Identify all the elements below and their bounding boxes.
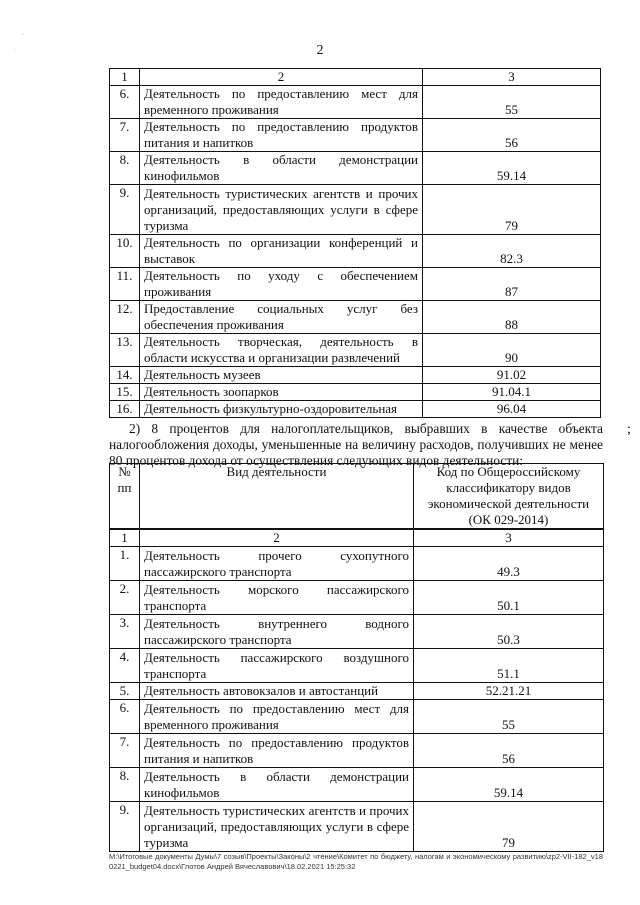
row-number: 12. <box>110 301 140 334</box>
activity-code: 88 <box>423 301 601 334</box>
column-number-3: 3 <box>423 69 601 86</box>
activity-code: 90 <box>423 334 601 367</box>
row-number: 1. <box>110 547 140 581</box>
activities-table-2 <box>109 529 604 852</box>
activity-name: Деятельность пассажирского воздушного транспорта <box>140 649 414 683</box>
table-row <box>110 615 604 649</box>
activity-code: 59.14 <box>423 152 601 185</box>
activity-code: 91.02 <box>423 367 601 384</box>
activity-name: Деятельность внутреннего водного пассажирского транспорта <box>140 615 414 649</box>
table-row <box>110 152 601 185</box>
list-semicolon: ; <box>627 422 631 437</box>
activity-name: Деятельность в области демонстрации кинофильмов <box>140 152 423 185</box>
activity-name: Деятельность по предоставлению продуктов питания и напитков <box>140 119 423 152</box>
table-row <box>110 367 601 384</box>
table-row <box>110 384 601 401</box>
row-number: 2. <box>110 581 140 615</box>
table-row <box>110 802 604 852</box>
row-number: 4. <box>110 649 140 683</box>
activities-table-continued <box>109 68 601 418</box>
column-heading-activity: Вид деятельности <box>140 464 414 529</box>
table-heading-row <box>110 464 604 529</box>
activity-name: Деятельность туристических агентств и прочих организаций, предоставляющих услуги в сфере туризма <box>140 802 414 852</box>
activity-code: 50.1 <box>414 581 604 615</box>
activity-code: 52.21.21 <box>414 683 604 700</box>
margin-mark: , <box>22 30 24 36</box>
row-number: 5. <box>110 683 140 700</box>
activity-code: 51.1 <box>414 649 604 683</box>
activity-code: 79 <box>414 802 604 852</box>
page-number: 2 <box>316 43 324 58</box>
table-row <box>110 547 604 581</box>
row-number: 7. <box>110 119 140 152</box>
table-row <box>110 683 604 700</box>
activity-code: 82.3 <box>423 235 601 268</box>
paragraph-item-2: 2) 8 процентов для налогоплательщиков, выбравших в качестве объекта налогообложения доходы, уменьшенные на величину расходов, получивших не менее 80 процентов дохода от осуществления следующих видов деятельности: <box>109 421 603 468</box>
activity-name: Деятельность морского пассажирского транспорта <box>140 581 414 615</box>
row-number: 8. <box>110 152 140 185</box>
table-row <box>110 86 601 119</box>
column-heading-number: № пп <box>110 464 140 529</box>
row-number: 14. <box>110 367 140 384</box>
activity-name: Деятельность по предоставлению мест для временного проживания <box>140 86 423 119</box>
row-number: 6. <box>110 700 140 734</box>
row-number: 13. <box>110 334 140 367</box>
table-row <box>110 268 601 301</box>
activity-name: Деятельность туристических агентств и прочих организаций, предоставляющих услуги в сфере туризма <box>140 185 423 235</box>
column-number-2: 2 <box>140 530 414 547</box>
activity-code: 87 <box>423 268 601 301</box>
activity-code: 96.04 <box>423 401 601 418</box>
row-number: 9. <box>110 802 140 852</box>
activity-name: Деятельность по уходу с обеспечением проживания <box>140 268 423 301</box>
row-number: 15. <box>110 384 140 401</box>
activity-code: 50.3 <box>414 615 604 649</box>
column-number-3: 3 <box>414 530 604 547</box>
activity-name: Деятельность музеев <box>140 367 423 384</box>
row-number: 9. <box>110 185 140 235</box>
table-row <box>110 185 601 235</box>
table-row <box>110 649 604 683</box>
activity-name: Деятельность зоопарков <box>140 384 423 401</box>
activity-code: 49.3 <box>414 547 604 581</box>
table-row <box>110 119 601 152</box>
column-number-1: 1 <box>110 530 140 547</box>
table-row <box>110 768 604 802</box>
table-header-row <box>110 69 601 86</box>
activity-code: 55 <box>423 86 601 119</box>
activity-code: 79 <box>423 185 601 235</box>
activity-name: Деятельность в области демонстрации кинофильмов <box>140 768 414 802</box>
activity-name: Деятельность автовокзалов и автостанций <box>140 683 414 700</box>
table-header-block <box>109 463 604 529</box>
document-path-footer: M:\Итоговые документы Думы\7 созыв\Проекты\Законы\2 чтение\Комитет по бюджету, налогам и экономическому развитию\zp2-VII-182_v180221_budget04.docx\Глотов Андрей Вячеславович\18.02.2021 15:25:32 <box>109 852 603 871</box>
row-number: 11. <box>110 268 140 301</box>
margin-mark: . <box>14 46 16 52</box>
row-number: 3. <box>110 615 140 649</box>
activity-code: 56 <box>423 119 601 152</box>
table-header-row <box>110 530 604 547</box>
row-number: 10. <box>110 235 140 268</box>
row-number: 6. <box>110 86 140 119</box>
table-row <box>110 301 601 334</box>
table-row <box>110 235 601 268</box>
activity-code: 56 <box>414 734 604 768</box>
activity-name: Деятельность прочего сухопутного пассажирского транспорта <box>140 547 414 581</box>
row-number: 8. <box>110 768 140 802</box>
row-number: 16. <box>110 401 140 418</box>
activity-name: Предоставление социальных услуг без обеспечения проживания <box>140 301 423 334</box>
activity-name: Деятельность по организации конференций и выставок <box>140 235 423 268</box>
column-number-1: 1 <box>110 69 140 86</box>
table-row <box>110 700 604 734</box>
column-heading-code: Код по Общероссийскому классификатору видов экономической деятельности (ОК 029-2014) <box>414 464 604 529</box>
activity-code: 55 <box>414 700 604 734</box>
column-number-2: 2 <box>140 69 423 86</box>
activity-code: 91.04.1 <box>423 384 601 401</box>
table-row <box>110 401 601 418</box>
table-row <box>110 334 601 367</box>
activity-code: 59.14 <box>414 768 604 802</box>
activity-name: Деятельность творческая, деятельность в области искусства и организации развлечений <box>140 334 423 367</box>
activity-name: Деятельность по предоставлению продуктов питания и напитков <box>140 734 414 768</box>
table-row <box>110 734 604 768</box>
table-row <box>110 581 604 615</box>
row-number: 7. <box>110 734 140 768</box>
activity-name: Деятельность по предоставлению мест для временного проживания <box>140 700 414 734</box>
activity-name: Деятельность физкультурно-оздоровительная <box>140 401 423 418</box>
